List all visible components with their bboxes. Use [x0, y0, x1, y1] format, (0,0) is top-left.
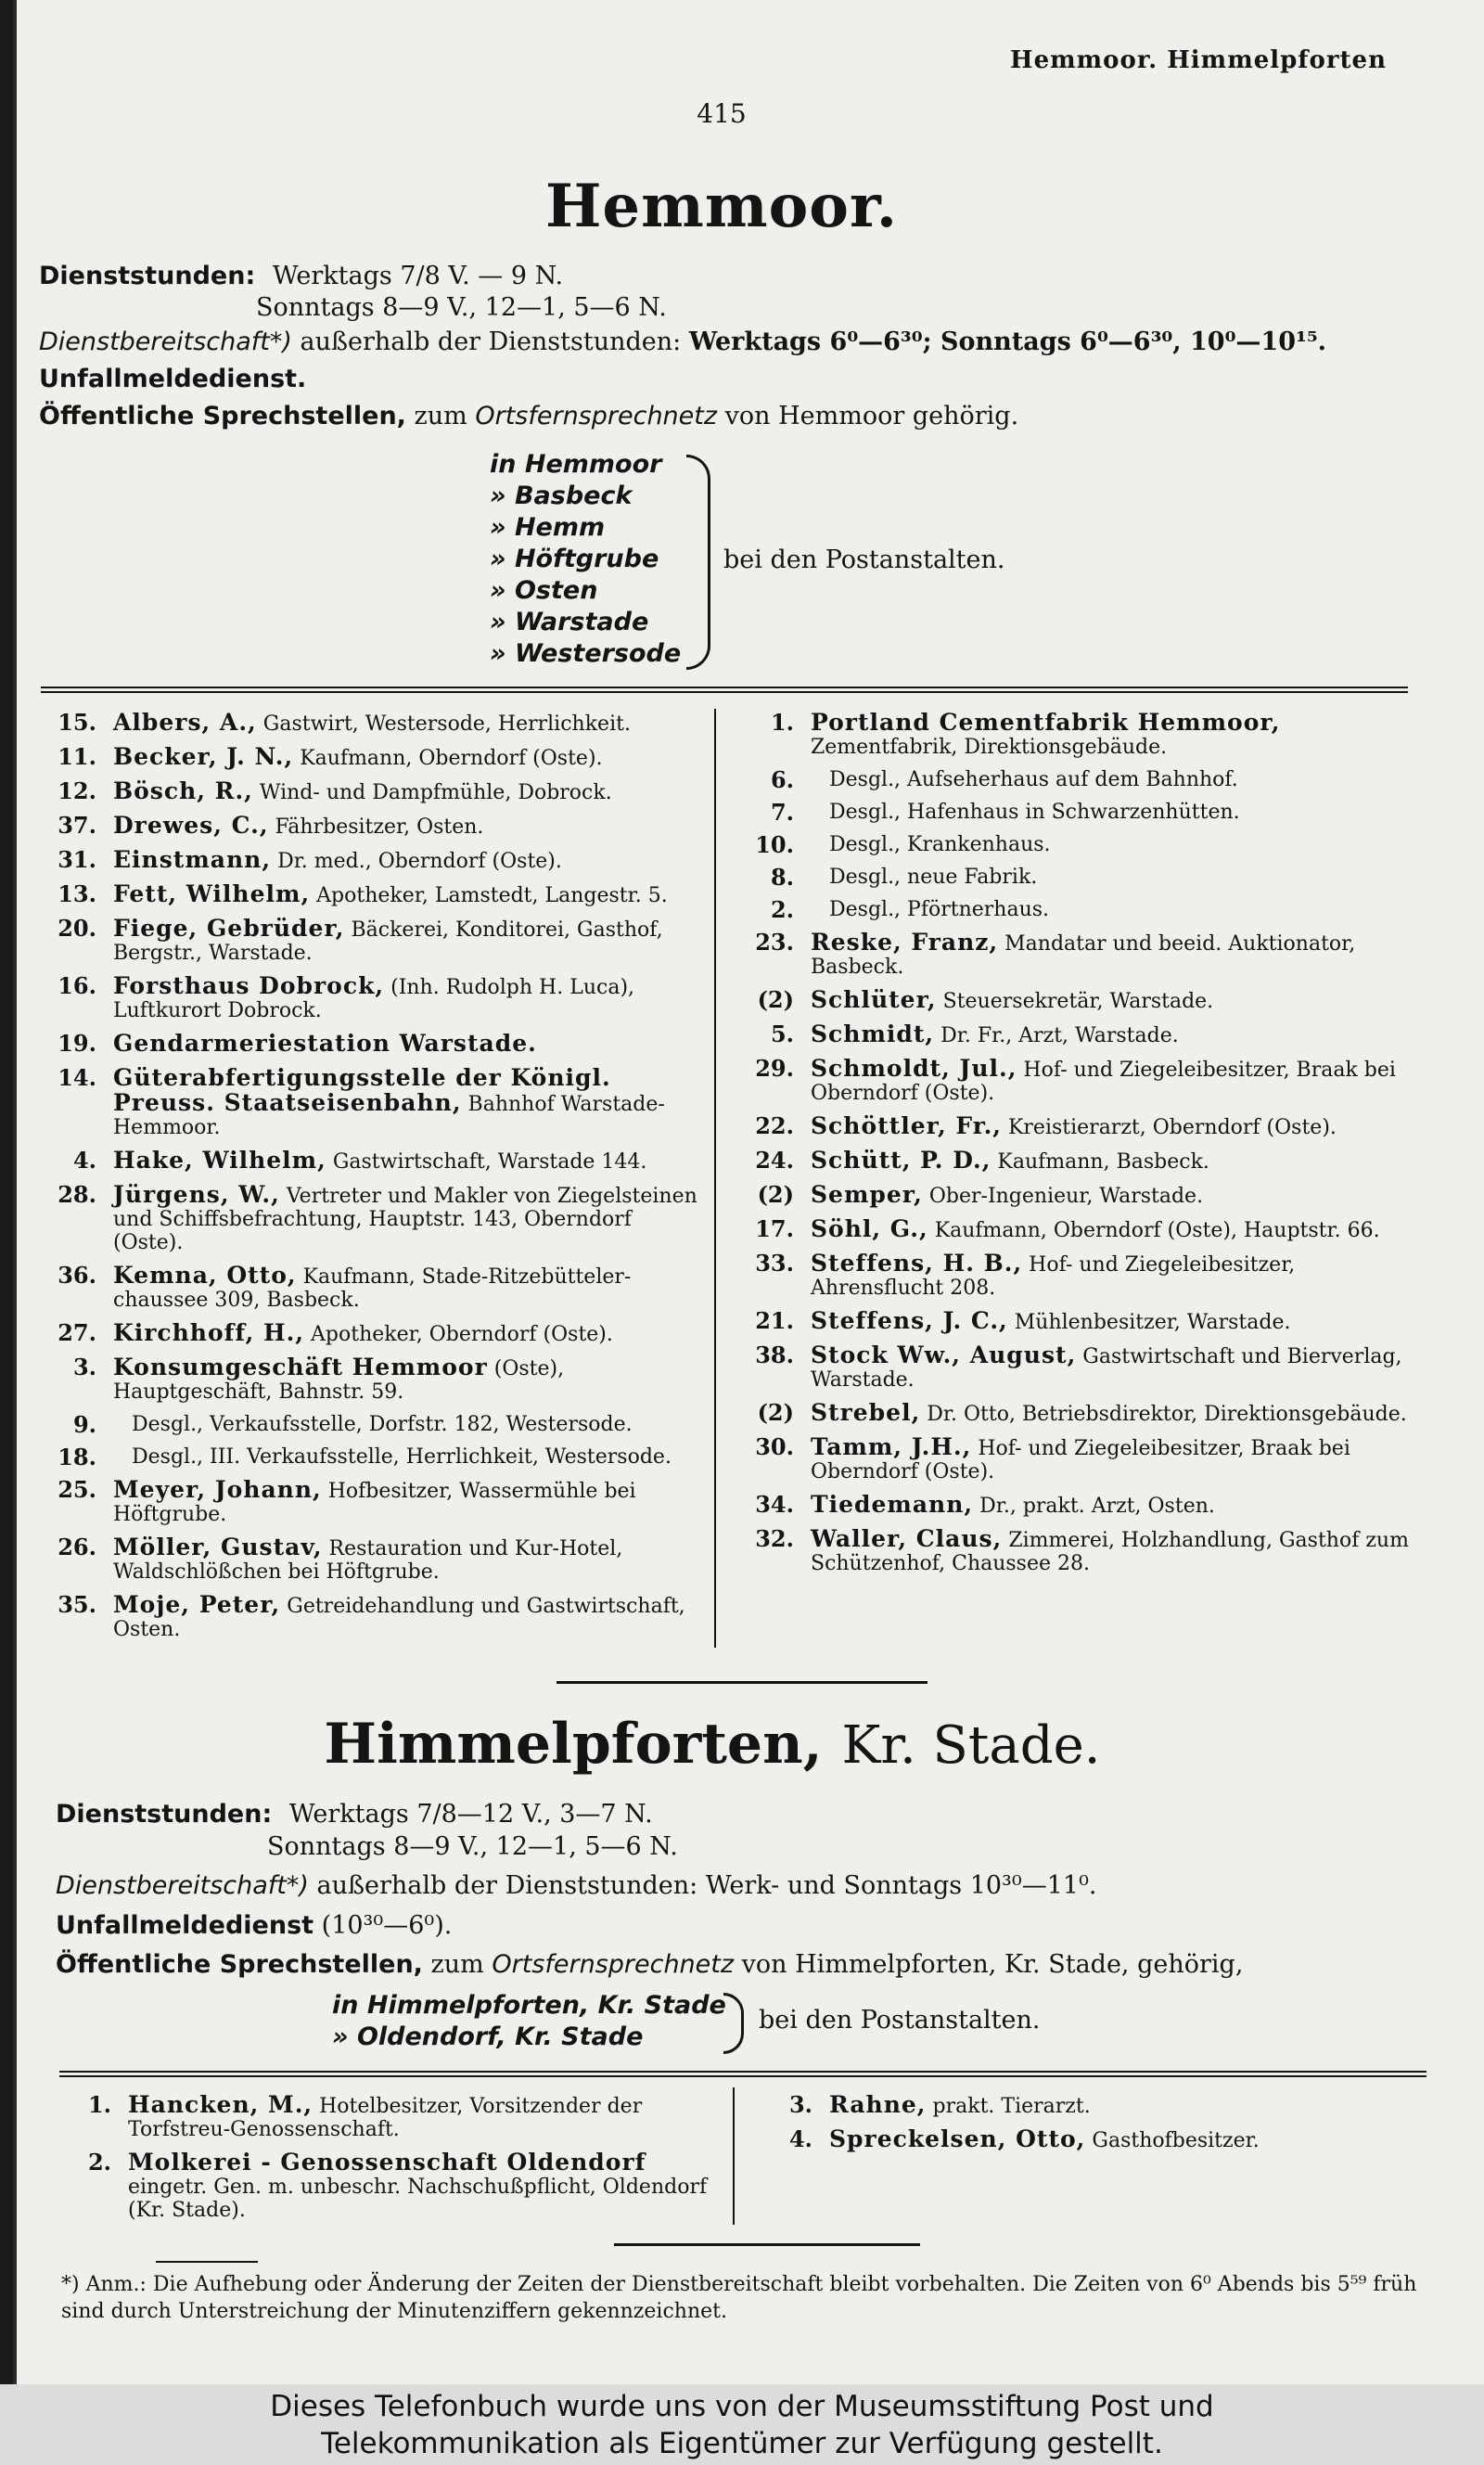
list-item: 12. Bösch, R., Wind- und Dampfmühle, Dobrock.: [58, 777, 612, 804]
list-item: 26. Möller, Gustav, Restauration und Kur-Hotel, Waldschlößchen bei Höftgrube.: [58, 1534, 623, 1584]
list-item: 4. Hake, Wilhelm, Gastwirtschaft, Warstade 144.: [72, 1147, 647, 1174]
list-item: 9. Desgl., Verkaufsstelle, Dorfstr. 182, Westersode.: [72, 1411, 633, 1438]
footnote-rule: [156, 2261, 258, 2263]
list-item: 38. Stock Ww., August, Gastwirtschaft und Bierverlag, Warstade.: [755, 1342, 1402, 1392]
hours-sonntags: Sonntags 8—9 V., 12—1, 5—6 N.: [256, 293, 667, 322]
himmelpforten-left-column: [54, 2093, 722, 2231]
places-note-himmelpforten: bei den Postanstalten.: [759, 2006, 1041, 2035]
list-item: 16. Forsthaus Dobrock, (Inh. Rudolph H. Luca), Luftkurort Dobrock.: [58, 972, 635, 1022]
list-item: 35. Moje, Peter, Getreidehandlung und Gastwirtschaft, Osten.: [58, 1591, 685, 1641]
provenance-banner: [0, 2384, 1484, 2465]
place-item: » Oldendorf, Kr. Stade: [332, 2022, 644, 2051]
unfallmeldedienst: Unfallmeldedienst (10³⁰—6⁰).: [56, 1911, 453, 1940]
hemmoor-right-column: [736, 711, 1418, 1585]
list-item: 23. Reske, Franz, Mandatar und beeid. Auktionator, Basbeck.: [755, 929, 1356, 979]
place-item: » Hemm: [490, 513, 606, 542]
list-item: 32. Waller, Claus, Zimmerei, Holzhandlung, Gasthof zum Schützenhof, Chaussee 28.: [755, 1525, 1409, 1575]
unfallmeldedienst: Unfallmeldedienst.: [39, 365, 307, 393]
list-item: 27. Kirchhoff, H., Apotheker, Oberndorf (Oste).: [58, 1319, 613, 1346]
list-item: 1. Portland Cementfabrik Hemmoor, Zementfabrik, Direktionsgebäude.: [770, 709, 1281, 759]
list-item: 1. Hancken, M., Hotelbesitzer, Vorsitzender der Torfstreu-Genossenschaft.: [87, 2091, 643, 2141]
list-item: (2) Schlüter, Steuersekretär, Warstade.: [757, 986, 1214, 1013]
list-item: 34. Tiedemann, Dr., prakt. Arzt, Osten.: [755, 1491, 1215, 1518]
list-item: 13. Fett, Wilhelm, Apotheker, Lamstedt, Langestr. 5.: [58, 880, 668, 907]
hemmoor-left-column: [39, 711, 705, 1650]
list-item: 25. Meyer, Johann, Hofbesitzer, Wassermühle bei Höftgrube.: [58, 1476, 636, 1526]
list-item: 11. Becker, J. N., Kaufmann, Oberndorf (Oste).: [58, 743, 603, 770]
list-item: 3. Rahne, prakt. Tierarzt.: [788, 2091, 1091, 2118]
list-item: 19. Gendarmeriestation Warstade.: [58, 1030, 537, 1057]
list-item: 17. Söhl, G., Kaufmann, Oberndorf (Oste), Hauptstr. 66.: [755, 1215, 1380, 1242]
list-item: 37. Drewes, C., Fährbesitzer, Osten.: [58, 812, 484, 839]
dienstbereitschaft-line: Dienstbereitschaft*) außerhalb der Dienststunden: Werktags 6⁰—6³⁰; Sonntags 6⁰—6³⁰, 10⁰—10¹⁵.: [39, 327, 1327, 356]
dienstbereitschaft-line: Dienstbereitschaft*) außerhalb der Dienststunden: Werk- und Sonntags 10³⁰—11⁰.: [56, 1871, 1097, 1900]
sprechstellen-line: Öffentliche Sprechstellen, zum Ortsfernsprechnetz von Himmelpforten, Kr. Stade, gehörig,: [56, 1950, 1244, 1979]
banner-line: Telekommunikation als Eigentümer zur Verfügung gestellt.: [321, 2427, 1163, 2460]
divider-rule: [41, 687, 1408, 693]
hours-werktags: Dienststunden: Werktags 7/8 V. — 9 N.: [39, 262, 564, 290]
section-divider: [614, 2243, 920, 2246]
list-item: 30. Tamm, J.H., Hof- und Ziegeleibesitzer, Braak bei Oberndorf (Oste).: [755, 1433, 1350, 1483]
directory-page: [13, 0, 1484, 2384]
list-item: 7. Desgl., Hafenhaus in Schwarzenhütten.: [770, 799, 1240, 826]
place-list-himmelpforten: [332, 1990, 726, 2053]
list-item: 29. Schmoldt, Jul., Hof- und Ziegeleibesitzer, Braak bei Oberndorf (Oste).: [755, 1055, 1396, 1105]
himmelpforten-right-column: [755, 2093, 1423, 2162]
banner-line: Dieses Telefonbuch wurde uns von der Museumsstiftung Post und: [270, 2390, 1214, 2423]
place-item: » Osten: [490, 576, 598, 605]
places-note-hemmoor: bei den Postanstalten.: [723, 546, 1005, 574]
list-item: 22. Schöttler, Fr., Kreistierarzt, Oberndorf (Oste).: [755, 1112, 1337, 1139]
list-item: 33. Steffens, H. B., Hof- und Ziegeleibesitzer, Ahrensflucht 208.: [755, 1250, 1296, 1300]
place-item: » Warstade: [490, 608, 649, 636]
list-item: 28. Jürgens, W., Vertreter und Makler von Ziegelsteinen und Schiffsbefrachtung, Hauptstr. 143, Oberndorf (Oste).: [58, 1181, 697, 1254]
sprechstellen-line: Öffentliche Sprechstellen, zum Ortsfernsprechnetz von Hemmoor gehörig.: [39, 402, 1019, 430]
section-divider: [556, 1681, 928, 1684]
page-number: 415: [697, 98, 747, 129]
list-item: 20. Fiege, Gebrüder, Bäckerei, Konditorei, Gasthof, Bergstr., Warstade.: [58, 915, 663, 965]
list-item: 2. Desgl., Pförtnerhaus.: [770, 896, 1050, 923]
list-item: 21. Steffens, J. C., Mühlenbesitzer, Warstade.: [755, 1307, 1291, 1334]
list-item: 10. Desgl., Krankenhaus.: [755, 831, 1051, 858]
place-item: » Höftgrube: [490, 545, 659, 573]
place-list-hemmoor: [490, 449, 681, 670]
footnote: *) Anm.: Die Aufhebung oder Änderung der Zeiten der Dienstbereitschaft bleibt vorbehalten. Die Zeiten von 6⁰ Abends bis 5⁵⁹ früh sind durch Unterstreichung der Minutenziffern gekennzeichnet.: [61, 2273, 1417, 2323]
list-item: 24. Schütt, P. D., Kaufmann, Basbeck.: [755, 1147, 1209, 1174]
place-item: » Westersode: [490, 639, 682, 668]
list-item: 3. Konsumgeschäft Hemmoor (Oste), Hauptgeschäft, Bahnstr. 59.: [72, 1354, 565, 1404]
running-head: Hemmoor. Himmelpforten: [1010, 46, 1387, 74]
list-item: 31. Einstmann, Dr. med., Oberndorf (Oste).: [58, 846, 562, 873]
list-item: (2) Strebel, Dr. Otto, Betriebsdirektor, Direktionsgebäude.: [757, 1399, 1407, 1426]
place-item: in Hemmoor: [490, 450, 662, 479]
list-item: 4. Spreckelsen, Otto, Gasthofbesitzer.: [788, 2125, 1260, 2152]
list-item: 14. Güterabfertigungsstelle der Königl. Preuss. Staatseisenbahn, Bahnhof Warstade-Hemmoor.: [58, 1064, 665, 1139]
hours-sonntags: Sonntags 8—9 V., 12—1, 5—6 N.: [267, 1832, 678, 1861]
list-item: (2) Semper, Ober-Ingenieur, Warstade.: [757, 1181, 1204, 1208]
brace-hemmoor: [686, 455, 710, 670]
list-item: 6. Desgl., Aufseherhaus auf dem Bahnhof.: [770, 766, 1238, 793]
divider-rule: [59, 2071, 1426, 2077]
list-item: 8. Desgl., neue Fabrik.: [770, 864, 1038, 891]
place-item: » Basbeck: [490, 481, 633, 510]
list-item: 18. Desgl., III. Verkaufsstelle, Herrlichkeit, Westersode.: [58, 1444, 672, 1470]
list-item: 15. Albers, A., Gastwirt, Westersode, Herrlichkeit.: [58, 709, 631, 736]
city-title-himmelpforten: Himmelpforten, Kr. Stade.: [324, 1712, 1101, 1777]
list-item: 5. Schmidt, Dr. Fr., Arzt, Warstade.: [770, 1021, 1179, 1047]
brace-himmelpforten: [723, 1993, 744, 2054]
list-item: 36. Kemna, Otto, Kaufmann, Stade-Ritzebütteler-chaussee 309, Basbeck.: [58, 1262, 632, 1312]
column-separator: [714, 709, 716, 1648]
hours-werktags: Dienststunden: Werktags 7/8—12 V., 3—7 N.: [56, 1800, 653, 1829]
column-separator: [733, 2087, 735, 2225]
place-item: in Himmelpforten, Kr. Stade: [332, 1991, 726, 2020]
list-item: 2. Molkerei - Genossenschaft Oldendorf eingetr. Gen. m. unbeschr. Nachschußpflicht, Oldendorf (Kr. Stade).: [87, 2149, 708, 2222]
city-title-hemmoor: Hemmoor.: [544, 172, 899, 241]
